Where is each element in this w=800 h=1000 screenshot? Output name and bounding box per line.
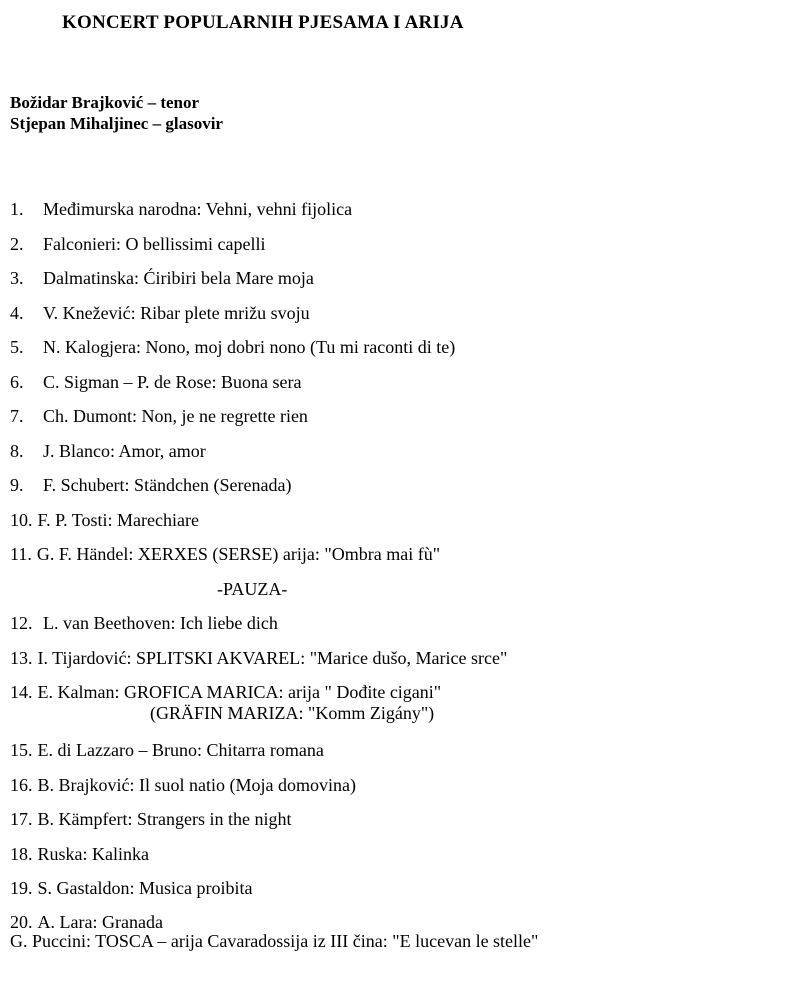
program-item bbox=[10, 440, 790, 475]
performer-piano: Stjepan Mihaljinec – glasovir bbox=[10, 114, 223, 133]
item-number: 3. bbox=[10, 268, 24, 288]
program-item bbox=[10, 302, 790, 337]
item-number: 18. bbox=[10, 843, 33, 864]
item-text: E. di Lazzaro – Bruno: Chitarra romana bbox=[37, 740, 324, 760]
item-number: 16. bbox=[10, 774, 33, 795]
program-item bbox=[10, 647, 790, 682]
item-text: C. Sigman – P. de Rose: Buona sera bbox=[43, 371, 302, 392]
program-item bbox=[10, 371, 790, 406]
program-item bbox=[10, 509, 790, 544]
item-text: Ruska: Kalinka bbox=[37, 843, 149, 864]
encore-item: G. Puccini: TOSCA – arija Cavaradossija iz III čina: "E lucevan le stelle" bbox=[10, 930, 539, 951]
item-number: 7. bbox=[10, 406, 24, 426]
program-item bbox=[10, 774, 790, 809]
item-text: Falconieri: O bellissimi capelli bbox=[43, 233, 266, 254]
item-number: 13. bbox=[10, 647, 33, 668]
item-text: J. Blanco: Amor, amor bbox=[43, 440, 206, 461]
item-number: 6. bbox=[10, 371, 24, 392]
item-number: 12. bbox=[10, 613, 33, 633]
item-number: 14. bbox=[10, 682, 33, 702]
item-text: Ch. Dumont: Non, je ne regrette rien bbox=[43, 406, 308, 426]
program-item bbox=[10, 808, 790, 843]
item-text: G. F. Händel: XERXES (SERSE) arija: "Ombra mai fù" bbox=[36, 544, 441, 564]
item-text: E. Kalman: GROFICA MARICA: arija " Dođite cigani" bbox=[37, 682, 442, 702]
program-list bbox=[10, 198, 790, 951]
program-item bbox=[10, 336, 790, 371]
program-item bbox=[10, 911, 790, 951]
program-item bbox=[10, 612, 790, 647]
item-number: 11. bbox=[10, 544, 32, 564]
program-item bbox=[10, 198, 790, 233]
item-text: A. Lara: Granada bbox=[37, 911, 163, 932]
program-item bbox=[10, 681, 790, 739]
program-item bbox=[10, 739, 790, 774]
performer-tenor: Božidar Brajković – tenor bbox=[10, 93, 200, 112]
program-item bbox=[10, 543, 790, 578]
program-item bbox=[10, 843, 790, 878]
item-text: F. Schubert: Ständchen (Serenada) bbox=[43, 475, 292, 495]
concert-title: KONCERT POPULARNIH PJESAMA I ARIJA bbox=[62, 12, 464, 33]
item-number: 17. bbox=[10, 809, 33, 829]
program-item bbox=[10, 233, 790, 268]
item-number: 20. bbox=[10, 911, 33, 932]
item-number: 15. bbox=[10, 740, 33, 760]
intermission-label: -PAUZA- bbox=[217, 578, 288, 599]
program-item bbox=[10, 405, 790, 440]
item-number: 4. bbox=[10, 302, 24, 323]
program-item bbox=[10, 474, 790, 509]
item-text: Međimurska narodna: Vehni, vehni fijolica bbox=[43, 199, 353, 219]
performers-list bbox=[10, 92, 223, 134]
item-number: 10. bbox=[10, 509, 33, 530]
program-item bbox=[10, 267, 790, 302]
item-text: N. Kalogjera: Nono, moj dobri nono (Tu mi raconti di te) bbox=[43, 337, 456, 357]
item-text: B. Brajković: Il suol natio (Moja domovina) bbox=[37, 774, 356, 795]
item-number: 8. bbox=[10, 440, 24, 461]
item-continuation: (GRÄFIN MARIZA: "Komm Zigány") bbox=[150, 703, 435, 723]
item-number: 5. bbox=[10, 337, 24, 357]
item-text: Dalmatinska: Ćiribiri bela Mare moja bbox=[43, 268, 314, 288]
item-text: V. Knežević: Ribar plete mrižu svoju bbox=[43, 302, 310, 323]
item-number: 1. bbox=[10, 199, 24, 219]
item-text: S. Gastaldon: Musica proibita bbox=[37, 878, 253, 898]
item-text: I. Tijardović: SPLITSKI AKVAREL: "Marice dušo, Marice srce" bbox=[37, 647, 508, 668]
item-text: B. Kämpfert: Strangers in the night bbox=[37, 809, 292, 829]
item-text: L. van Beethoven: Ich liebe dich bbox=[43, 613, 278, 633]
item-number: 2. bbox=[10, 233, 24, 254]
program-item bbox=[10, 877, 790, 912]
item-text: F. P. Tosti: Marechiare bbox=[37, 509, 199, 530]
item-number: 9. bbox=[10, 475, 24, 495]
item-number: 19. bbox=[10, 878, 33, 898]
